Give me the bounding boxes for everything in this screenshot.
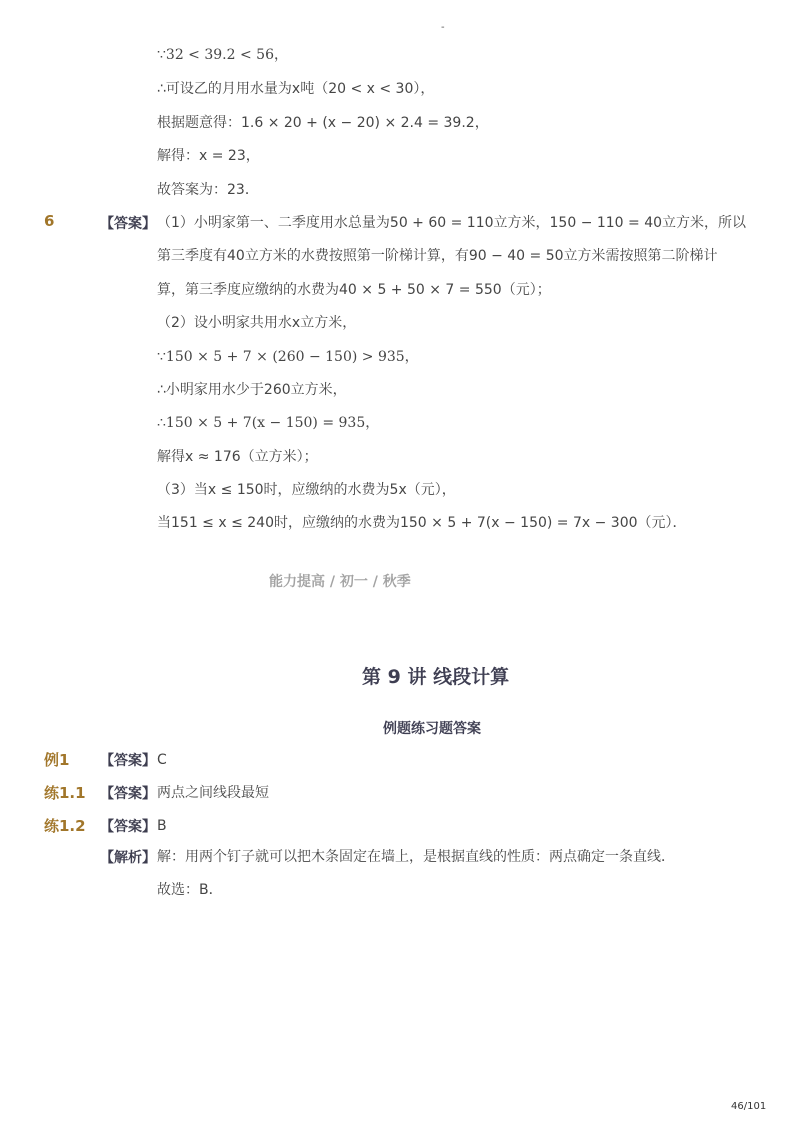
section-title: 第 9 讲 线段计算 xyxy=(362,666,510,688)
item-label: 例1 xyxy=(44,751,70,769)
q6-line-7: ∴150 × 5 + 7(x − 150) = 935， xyxy=(157,415,380,431)
q6-line-10: 当151 ≤ x ≤ 240时，应缴纳的水费为150 × 5 + 7(x − 150) = 7x − 300（元）． xyxy=(157,515,687,531)
course-footer: 能力提高 / 初一 / 秋季 xyxy=(269,574,411,590)
answer-tag: 【答案】 xyxy=(100,753,156,769)
q5-line-3: 根据题意得：1.6 × 20 + (x − 20) × 2.4 = 39.2， xyxy=(157,115,489,131)
item-label: 练1.2 xyxy=(44,817,86,835)
q5-line-4: 解得：x = 23， xyxy=(157,148,260,164)
analysis-line-1: 解：用两个钉子就可以把木条固定在墙上，是根据直线的性质：两点确定一条直线． xyxy=(157,849,675,865)
page-number: 46/101 xyxy=(731,1101,767,1112)
header-dash: - xyxy=(441,22,445,33)
answer-tag: 【答案】 xyxy=(100,216,156,232)
answer-text: B xyxy=(157,818,167,834)
q6-line-3: 算，第三季度应缴纳的水费为40 × 5 + 50 × 7 = 550（元）； xyxy=(157,282,551,298)
q5-line-1: ∵32 < 39.2 < 56， xyxy=(157,47,288,63)
q5-line-2: ∴可设乙的月用水量为x吨（20 < x < 30）， xyxy=(157,81,435,97)
q5-line-5: 故答案为：23． xyxy=(157,182,259,198)
question-number-6: 6 xyxy=(44,212,55,230)
answer-text: C xyxy=(157,752,167,768)
answer-text: 两点之间线段最短 xyxy=(157,785,269,801)
q6-line-2: 第三季度有40立方米的水费按照第一阶梯计算，有90 − 40 = 50立方米需按照第二阶梯计 xyxy=(157,248,718,264)
section-subtitle: 例题练习题答案 xyxy=(383,721,481,737)
analysis-tag: 【解析】 xyxy=(100,850,156,866)
answer-tag: 【答案】 xyxy=(100,786,156,802)
answer-tag: 【答案】 xyxy=(100,819,156,835)
q6-line-4: （2）设小明家共用水x立方米， xyxy=(157,315,357,331)
analysis-line-2: 故选：B． xyxy=(157,882,223,898)
q6-line-9: （3）当x ≤ 150时，应缴纳的水费为5x（元）， xyxy=(157,482,456,498)
q6-line-5: ∵150 × 5 + 7 × (260 − 150) > 935， xyxy=(157,349,419,365)
q6-line-1: （1）小明家第一、二季度用水总量为50 + 60 = 110立方米，150 − 110 = 40立方米，所以 xyxy=(157,215,747,231)
item-label: 练1.1 xyxy=(44,784,86,802)
q6-line-6: ∴小明家用水少于260立方米， xyxy=(157,382,347,398)
q6-line-8: 解得x ≈ 176（立方米）； xyxy=(157,449,318,465)
